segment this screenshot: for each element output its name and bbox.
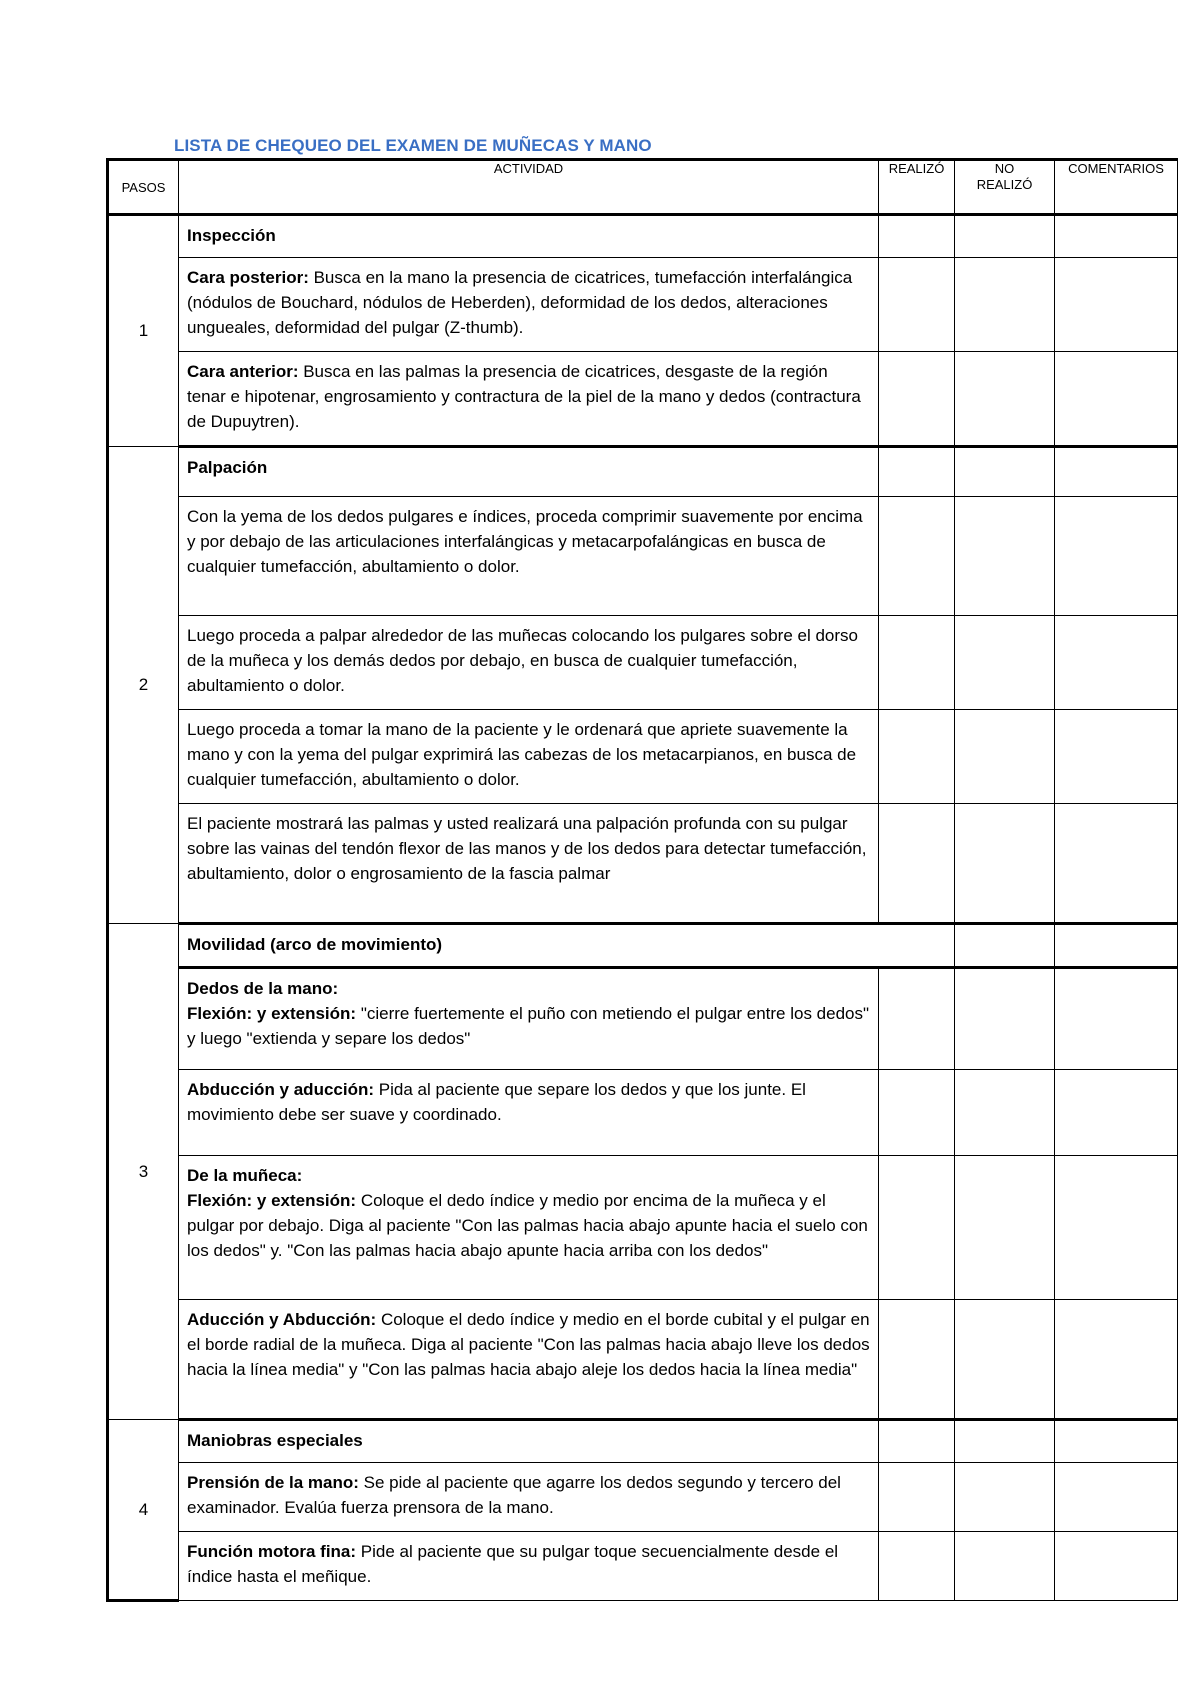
header-no-realizo (955, 160, 1055, 215)
comment-cell[interactable] (1055, 1156, 1178, 1300)
comment-cell[interactable] (1055, 804, 1178, 924)
comment-cell[interactable] (1055, 924, 1178, 968)
check-realizo[interactable] (879, 1420, 955, 1463)
check-no-realizo[interactable] (955, 497, 1055, 616)
activity-palpacion-2: Luego proceda a palpar alrededor de las muñecas colocando los pulgares sobre el dorso de la muñeca y los demás dedos por debajo, en busca de cualquier tumefacción, abultamiento o dolor. (179, 616, 879, 710)
step-number-2: 2 (108, 447, 179, 924)
comment-cell[interactable] (1055, 1300, 1178, 1420)
activity-label: Abducción y aducción: (187, 1080, 375, 1099)
activity-prension (179, 1463, 879, 1532)
activity-aduccion (179, 1300, 879, 1420)
activity-muneca (179, 1156, 879, 1300)
check-no-realizo[interactable] (955, 804, 1055, 924)
activity-dedos (179, 968, 879, 1070)
activity-label: Prensión de la mano: (187, 1473, 359, 1492)
check-realizo[interactable] (879, 1532, 955, 1601)
check-no-realizo[interactable] (955, 447, 1055, 497)
activity-palpacion-4: El paciente mostrará las palmas y usted realizará una palpación profunda con su pulgar sobre las vainas del tendón flexor de las manos y de los dedos para detectar tumefacción, abultamiento, dolor o engrosamiento de la fascia palmar (179, 804, 879, 924)
comment-cell[interactable] (1055, 710, 1178, 804)
palpacion-label: Palpación (187, 458, 268, 477)
activity-text: Busca en la mano la presencia de cicatrices, tumefacción interfalángica (nódulos de Bouchard, nódulos de Heberden), deformidad de los dedos, alteraciones ungueales, deformidad del pulgar (Z-thumb). (187, 268, 853, 337)
header-pasos: PASOS (108, 160, 179, 215)
header-no-realizo-label: REALIZÓ (976, 177, 1033, 192)
check-realizo[interactable] (879, 1463, 955, 1532)
activity-label: Aducción y Abducción: (187, 1310, 377, 1329)
checklist-table (106, 158, 1178, 1602)
section-title-inspeccion (179, 215, 879, 258)
check-realizo[interactable] (879, 1070, 955, 1156)
activity-label: Flexión: y extensión: (187, 1191, 357, 1210)
muneca-title: De la muñeca: (187, 1166, 303, 1185)
check-realizo[interactable] (879, 258, 955, 352)
check-no-realizo[interactable] (955, 1532, 1055, 1601)
activity-abduccion (179, 1070, 879, 1156)
activity-text: Pida al paciente que separe los dedos y que los junte. El movimiento debe ser suave y coordinado. (187, 1080, 806, 1124)
activity-label: Cara anterior: (187, 362, 299, 381)
check-realizo[interactable] (879, 215, 955, 258)
activity-cara-posterior (179, 258, 879, 352)
check-no-realizo[interactable] (955, 968, 1055, 1070)
activity-text: Pide al paciente que su pulgar toque secuencialmente desde el índice hasta el meñique. (187, 1542, 839, 1586)
header-realizo: REALIZÓ (879, 160, 955, 215)
comment-cell[interactable] (1055, 616, 1178, 710)
comment-cell[interactable] (1055, 1532, 1178, 1601)
section-title-movilidad (179, 924, 955, 968)
document-title: LISTA DE CHEQUEO DEL EXAMEN DE MUÑECAS Y MANO (174, 136, 652, 155)
check-realizo[interactable] (879, 497, 955, 616)
check-realizo[interactable] (879, 616, 955, 710)
check-no-realizo[interactable] (955, 1070, 1055, 1156)
maniobras-label: Maniobras especiales (187, 1431, 363, 1450)
check-no-realizo[interactable] (955, 924, 1055, 968)
dedos-title: Dedos de la mano: (187, 979, 339, 998)
activity-palpacion-3: Luego proceda a tomar la mano de la paciente y le ordenará que apriete suavemente la mano y con la yema del pulgar exprimirá las cabezas de los metacarpianos, en busca de cualquier tumefacción, abultamiento o dolor. (179, 710, 879, 804)
check-realizo[interactable] (879, 968, 955, 1070)
activity-label: Cara posterior: (187, 268, 309, 287)
comment-cell[interactable] (1055, 1420, 1178, 1463)
activity-cara-anterior (179, 352, 879, 447)
check-no-realizo[interactable] (955, 710, 1055, 804)
comment-cell[interactable] (1055, 1070, 1178, 1156)
activity-text: Coloque el dedo índice y medio en el borde cubital y el pulgar en el borde radial de la muñeca. Diga al paciente "Con las palmas hacia abajo lleve los dedos hacia la línea media" y "Con las palmas hacia abajo aleje los dedos hacia la línea media" (187, 1310, 870, 1379)
activity-text: Se pide al paciente que agarre los dedos segundo y tercero del examinador. Evalúa fuerza prensora de la mano. (187, 1473, 841, 1517)
check-realizo[interactable] (879, 710, 955, 804)
inspeccion-label: Inspección (187, 226, 276, 245)
check-no-realizo[interactable] (955, 1463, 1055, 1532)
movilidad-label: Movilidad (arco de movimiento) (187, 935, 443, 954)
activity-label: Función motora fina: (187, 1542, 357, 1561)
check-no-realizo[interactable] (955, 215, 1055, 258)
check-realizo[interactable] (879, 1156, 955, 1300)
comment-cell[interactable] (1055, 352, 1178, 447)
header-actividad: ACTIVIDAD (179, 160, 879, 215)
check-no-realizo[interactable] (955, 1156, 1055, 1300)
section-title-maniobras (179, 1420, 879, 1463)
header-no: NO (994, 161, 1015, 176)
comment-cell[interactable] (1055, 215, 1178, 258)
comment-cell[interactable] (1055, 968, 1178, 1070)
header-comentarios: COMENTARIOS (1055, 160, 1178, 215)
comment-cell[interactable] (1055, 258, 1178, 352)
activity-text: Coloque el dedo índice y medio por encima de la muñeca y el pulgar por debajo. Diga al paciente "Con las palmas hacia abajo apunte hacia el suelo con los dedos" y. "Con las palmas hacia abajo apunte hacia arriba con los dedos" (187, 1191, 868, 1260)
check-realizo[interactable] (879, 1300, 955, 1420)
step-number-3: 3 (108, 924, 179, 1420)
comment-cell[interactable] (1055, 1463, 1178, 1532)
check-no-realizo[interactable] (955, 1420, 1055, 1463)
activity-label: Flexión: y extensión: (187, 1004, 357, 1023)
check-no-realizo[interactable] (955, 616, 1055, 710)
step-number-1: 1 (108, 215, 179, 447)
header-row (108, 160, 1178, 215)
check-no-realizo[interactable] (955, 352, 1055, 447)
comment-cell[interactable] (1055, 497, 1178, 616)
step-number-4: 4 (108, 1420, 179, 1601)
activity-motora-fina (179, 1532, 879, 1601)
check-realizo[interactable] (879, 352, 955, 447)
comment-cell[interactable] (1055, 447, 1178, 497)
activity-palpacion-1: Con la yema de los dedos pulgares e índices, proceda comprimir suavemente por encima y por debajo de las articulaciones interfalángicas y metacarpofalángicas en busca de cualquier tumefacción, abultamiento o dolor. (179, 497, 879, 616)
check-realizo[interactable] (879, 804, 955, 924)
activity-text: Busca en las palmas la presencia de cicatrices, desgaste de la región tenar e hipotenar, engrosamiento y contractura de la piel de la mano y dedos (contractura de Dupuytren). (187, 362, 861, 431)
activity-text: "cierre fuertemente el puño con metiendo el pulgar entre los dedos" y luego "extienda y separe los dedos" (187, 1004, 870, 1048)
check-realizo[interactable] (879, 447, 955, 497)
section-title-palpacion (179, 447, 879, 497)
check-no-realizo[interactable] (955, 258, 1055, 352)
check-no-realizo[interactable] (955, 1300, 1055, 1420)
